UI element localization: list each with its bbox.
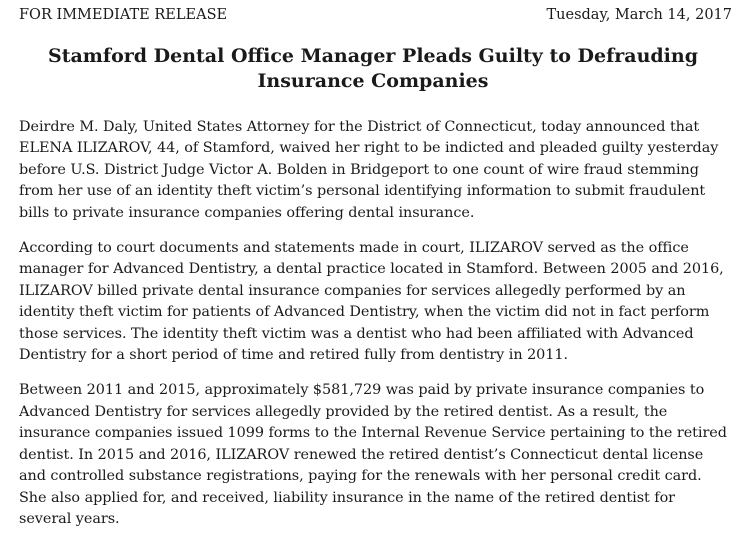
article-body [19, 117, 729, 544]
release-label: FOR IMMEDIATE RELEASE [19, 7, 228, 23]
paragraph-2: According to court documents and statements made in court, ILIZAROV served as the office manager for Advanced Dentistry, a dental practice located in Stamford. Between 2005 and 2016, ILIZAROV billed private dental insurance companies for services allegedly performed by an identity theft victim for patients of Advanced Dentistry, when the victim did not in fact perform those services. The identity theft victim was a dentist who had been affiliated with Advanced Dentistry for a short period of time and retired fully from dentistry in 2011. [19, 240, 724, 364]
release-date: Tuesday, March 14, 2017 [546, 7, 732, 23]
paragraph-3: Between 2011 and 2015, approximately $581,729 was paid by private insurance companies to Advanced Dentistry for services allegedly provided by the retired dentist. As a result, the insurance companies issued 1099 forms to the Internal Revenue Service pertaining to the retired dentist. In 2015 and 2016, ILIZAROV renewed the retired dentist’s Connecticut dental license and controlled substance registrations, paying for the renewals with her personal credit card. She also applied for, and received, liability insurance in the name of the retired dentist for several years. [19, 382, 727, 527]
page-title: Stamford Dental Office Manager Pleads Guilty to Defrauding Insurance Companies [47, 45, 699, 92]
paragraph-1: Deirdre M. Daly, United States Attorney for the District of Connecticut, today announced that ELENA ILIZAROV, 44, of Stamford, waived her right to be indicted and pleaded guilty yesterday before U.S. District Judge Victor A. Bolden in Bridgeport to one count of wire fraud stemming from her use of an identity theft victim’s personal identifying information to submit fraudulent bills to private insurance companies offering dental insurance. [19, 119, 719, 221]
release-header [19, 5, 732, 25]
